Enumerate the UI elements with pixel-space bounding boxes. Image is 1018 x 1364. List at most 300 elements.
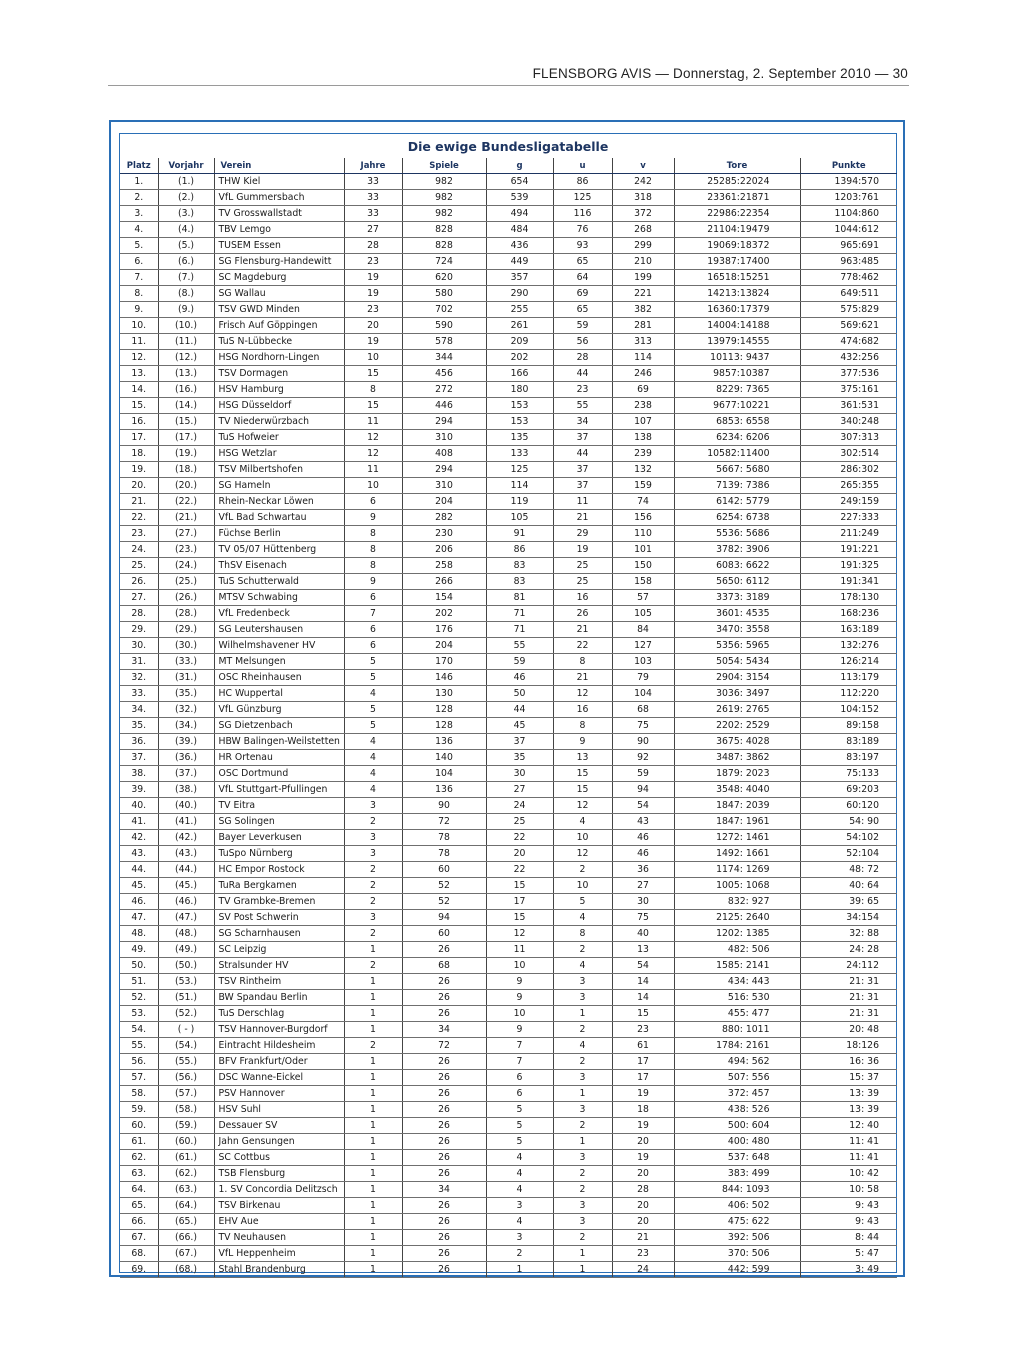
cell-platz: 32. xyxy=(120,670,158,686)
cell-spiele: 26 xyxy=(402,1086,486,1102)
cell-u: 10 xyxy=(553,878,612,894)
table-row xyxy=(120,622,897,638)
cell-spiele: 104 xyxy=(402,766,486,782)
cell-tore: 455: 477 xyxy=(674,1006,800,1022)
cell-punkte: 569:621 xyxy=(800,318,897,334)
cell-tore: 5667: 5680 xyxy=(674,462,800,478)
cell-v: 238 xyxy=(612,398,674,414)
cell-spiele: 26 xyxy=(402,1150,486,1166)
cell-verein: TBV Lemgo xyxy=(214,222,344,238)
cell-u: 15 xyxy=(553,766,612,782)
cell-spiele: 26 xyxy=(402,1006,486,1022)
cell-jahre: 2 xyxy=(344,814,402,830)
cell-v: 299 xyxy=(612,238,674,254)
cell-verein: HSV Suhl xyxy=(214,1102,344,1118)
cell-tore: 392: 506 xyxy=(674,1230,800,1246)
cell-g: 22 xyxy=(486,862,553,878)
table-row xyxy=(120,1102,897,1118)
cell-verein: SG Leutershausen xyxy=(214,622,344,638)
cell-g: 10 xyxy=(486,1006,553,1022)
cell-platz: 51. xyxy=(120,974,158,990)
table-row xyxy=(120,350,897,366)
cell-tore: 19069:18372 xyxy=(674,238,800,254)
cell-g: 83 xyxy=(486,574,553,590)
cell-v: 20 xyxy=(612,1166,674,1182)
table-row xyxy=(120,478,897,494)
cell-jahre: 7 xyxy=(344,606,402,622)
cell-v: 15 xyxy=(612,1006,674,1022)
cell-jahre: 12 xyxy=(344,430,402,446)
cell-g: 3 xyxy=(486,1230,553,1246)
cell-u: 3 xyxy=(553,1214,612,1230)
cell-u: 3 xyxy=(553,990,612,1006)
cell-vorjahr: (57.) xyxy=(158,1086,214,1102)
cell-spiele: 26 xyxy=(402,1230,486,1246)
cell-u: 2 xyxy=(553,862,612,878)
cell-tore: 14213:13824 xyxy=(674,286,800,302)
cell-platz: 40. xyxy=(120,798,158,814)
cell-jahre: 2 xyxy=(344,878,402,894)
cell-spiele: 702 xyxy=(402,302,486,318)
cell-vorjahr: (41.) xyxy=(158,814,214,830)
cell-platz: 10. xyxy=(120,318,158,334)
cell-v: 107 xyxy=(612,414,674,430)
cell-tore: 3548: 4040 xyxy=(674,782,800,798)
cell-vorjahr: (35.) xyxy=(158,686,214,702)
table-row xyxy=(120,1006,897,1022)
cell-platz: 57. xyxy=(120,1070,158,1086)
cell-platz: 5. xyxy=(120,238,158,254)
cell-punkte: 113:179 xyxy=(800,670,897,686)
cell-verein: Wilhelmshavener HV xyxy=(214,638,344,654)
cell-verein: SC Cottbus xyxy=(214,1150,344,1166)
cell-spiele: 26 xyxy=(402,1134,486,1150)
cell-verein: SC Leipzig xyxy=(214,942,344,958)
cell-v: 14 xyxy=(612,974,674,990)
cell-v: 20 xyxy=(612,1198,674,1214)
cell-u: 19 xyxy=(553,542,612,558)
cell-platz: 49. xyxy=(120,942,158,958)
cell-spiele: 72 xyxy=(402,1038,486,1054)
cell-tore: 3487: 3862 xyxy=(674,750,800,766)
table-row xyxy=(120,878,897,894)
cell-platz: 52. xyxy=(120,990,158,1006)
cell-vorjahr: (20.) xyxy=(158,478,214,494)
cell-u: 26 xyxy=(553,606,612,622)
cell-g: 153 xyxy=(486,414,553,430)
cell-spiele: 72 xyxy=(402,814,486,830)
cell-vorjahr: (43.) xyxy=(158,846,214,862)
cell-v: 18 xyxy=(612,1102,674,1118)
cell-u: 16 xyxy=(553,702,612,718)
cell-g: 5 xyxy=(486,1118,553,1134)
cell-jahre: 28 xyxy=(344,238,402,254)
cell-punkte: 104:152 xyxy=(800,702,897,718)
cell-punkte: 191:325 xyxy=(800,558,897,574)
table-title: Die ewige Bundesligatabelle xyxy=(407,139,609,154)
cell-g: 71 xyxy=(486,622,553,638)
cell-punkte: 168:236 xyxy=(800,606,897,622)
cell-spiele: 456 xyxy=(402,366,486,382)
cell-u: 65 xyxy=(553,302,612,318)
cell-punkte: 10: 42 xyxy=(800,1166,897,1182)
cell-g: 449 xyxy=(486,254,553,270)
cell-spiele: 26 xyxy=(402,974,486,990)
cell-vorjahr: (14.) xyxy=(158,398,214,414)
cell-punkte: 191:221 xyxy=(800,542,897,558)
cell-spiele: 266 xyxy=(402,574,486,590)
table-row xyxy=(120,494,897,510)
table-row xyxy=(120,942,897,958)
cell-g: 46 xyxy=(486,670,553,686)
cell-jahre: 3 xyxy=(344,798,402,814)
cell-g: 37 xyxy=(486,734,553,750)
cell-platz: 18. xyxy=(120,446,158,462)
cell-platz: 26. xyxy=(120,574,158,590)
cell-spiele: 204 xyxy=(402,494,486,510)
cell-g: 494 xyxy=(486,206,553,222)
cell-g: 24 xyxy=(486,798,553,814)
cell-g: 2 xyxy=(486,1246,553,1262)
column-header-vorjahr: Vorjahr xyxy=(158,158,214,174)
cell-jahre: 3 xyxy=(344,846,402,862)
cell-u: 1 xyxy=(553,1134,612,1150)
cell-jahre: 1 xyxy=(344,974,402,990)
cell-jahre: 9 xyxy=(344,510,402,526)
cell-platz: 63. xyxy=(120,1166,158,1182)
cell-u: 21 xyxy=(553,510,612,526)
cell-punkte: 126:214 xyxy=(800,654,897,670)
cell-vorjahr: (2.) xyxy=(158,190,214,206)
cell-tore: 1005: 1068 xyxy=(674,878,800,894)
cell-spiele: 26 xyxy=(402,942,486,958)
table-row xyxy=(120,1262,897,1278)
cell-punkte: 965:691 xyxy=(800,238,897,254)
cell-v: 36 xyxy=(612,862,674,878)
cell-jahre: 6 xyxy=(344,494,402,510)
cell-u: 11 xyxy=(553,494,612,510)
cell-tore: 1492: 1661 xyxy=(674,846,800,862)
table-row xyxy=(120,542,897,558)
cell-tore: 6142: 5779 xyxy=(674,494,800,510)
cell-punkte: 575:829 xyxy=(800,302,897,318)
cell-vorjahr: (32.) xyxy=(158,702,214,718)
cell-punkte: 249:159 xyxy=(800,494,897,510)
cell-platz: 20. xyxy=(120,478,158,494)
cell-g: 35 xyxy=(486,750,553,766)
cell-platz: 69. xyxy=(120,1262,158,1278)
table-row xyxy=(120,606,897,622)
cell-platz: 66. xyxy=(120,1214,158,1230)
cell-u: 37 xyxy=(553,462,612,478)
cell-v: 239 xyxy=(612,446,674,462)
cell-v: 28 xyxy=(612,1182,674,1198)
cell-g: 17 xyxy=(486,894,553,910)
cell-verein: SG Wallau xyxy=(214,286,344,302)
cell-g: 209 xyxy=(486,334,553,350)
cell-tore: 14004:14188 xyxy=(674,318,800,334)
cell-verein: Stralsunder HV xyxy=(214,958,344,974)
cell-verein: SV Post Schwerin xyxy=(214,910,344,926)
cell-verein: Dessauer SV xyxy=(214,1118,344,1134)
table-row xyxy=(120,526,897,542)
cell-jahre: 1 xyxy=(344,1150,402,1166)
cell-g: 119 xyxy=(486,494,553,510)
cell-spiele: 310 xyxy=(402,430,486,446)
cell-vorjahr: (17.) xyxy=(158,430,214,446)
cell-verein: VfL Bad Schwartau xyxy=(214,510,344,526)
cell-g: 4 xyxy=(486,1150,553,1166)
cell-punkte: 16: 36 xyxy=(800,1054,897,1070)
cell-g: 44 xyxy=(486,702,553,718)
cell-jahre: 33 xyxy=(344,206,402,222)
cell-vorjahr: (60.) xyxy=(158,1134,214,1150)
cell-verein: TV Grambke-Bremen xyxy=(214,894,344,910)
cell-vorjahr: (28.) xyxy=(158,606,214,622)
cell-jahre: 5 xyxy=(344,702,402,718)
cell-g: 4 xyxy=(486,1182,553,1198)
cell-platz: 13. xyxy=(120,366,158,382)
cell-punkte: 5: 47 xyxy=(800,1246,897,1262)
cell-verein: HC Wuppertal xyxy=(214,686,344,702)
cell-g: 290 xyxy=(486,286,553,302)
cell-verein: TV Niederwürzbach xyxy=(214,414,344,430)
cell-tore: 6254: 6738 xyxy=(674,510,800,526)
cell-jahre: 1 xyxy=(344,1054,402,1070)
cell-u: 8 xyxy=(553,718,612,734)
cell-spiele: 230 xyxy=(402,526,486,542)
cell-u: 8 xyxy=(553,926,612,942)
cell-platz: 11. xyxy=(120,334,158,350)
cell-punkte: 20: 48 xyxy=(800,1022,897,1038)
cell-spiele: 828 xyxy=(402,222,486,238)
cell-v: 313 xyxy=(612,334,674,350)
cell-tore: 21104:19479 xyxy=(674,222,800,238)
cell-jahre: 1 xyxy=(344,1182,402,1198)
cell-g: 105 xyxy=(486,510,553,526)
cell-verein: HSG Düsseldorf xyxy=(214,398,344,414)
cell-jahre: 1 xyxy=(344,1022,402,1038)
cell-v: 24 xyxy=(612,1262,674,1278)
cell-vorjahr: (68.) xyxy=(158,1262,214,1278)
cell-spiele: 580 xyxy=(402,286,486,302)
cell-tore: 10582:11400 xyxy=(674,446,800,462)
cell-v: 19 xyxy=(612,1150,674,1166)
cell-jahre: 3 xyxy=(344,910,402,926)
table-row xyxy=(120,222,897,238)
cell-punkte: 432:256 xyxy=(800,350,897,366)
table-row xyxy=(120,462,897,478)
table-row xyxy=(120,366,897,382)
cell-v: 105 xyxy=(612,606,674,622)
cell-g: 50 xyxy=(486,686,553,702)
cell-spiele: 78 xyxy=(402,846,486,862)
cell-u: 116 xyxy=(553,206,612,222)
table-row xyxy=(120,254,897,270)
cell-spiele: 590 xyxy=(402,318,486,334)
cell-jahre: 15 xyxy=(344,366,402,382)
cell-v: 30 xyxy=(612,894,674,910)
column-header-punkte: Punkte xyxy=(800,158,897,174)
cell-spiele: 60 xyxy=(402,926,486,942)
cell-vorjahr: (61.) xyxy=(158,1150,214,1166)
table-row xyxy=(120,1022,897,1038)
cell-spiele: 34 xyxy=(402,1022,486,1038)
cell-tore: 5536: 5686 xyxy=(674,526,800,542)
cell-spiele: 128 xyxy=(402,702,486,718)
table-row xyxy=(120,1214,897,1230)
cell-jahre: 1 xyxy=(344,990,402,1006)
cell-vorjahr: (25.) xyxy=(158,574,214,590)
cell-jahre: 10 xyxy=(344,478,402,494)
cell-vorjahr: (33.) xyxy=(158,654,214,670)
cell-tore: 23361:21871 xyxy=(674,190,800,206)
cell-spiele: 310 xyxy=(402,478,486,494)
table-row xyxy=(120,734,897,750)
cell-u: 93 xyxy=(553,238,612,254)
cell-jahre: 8 xyxy=(344,526,402,542)
cell-g: 86 xyxy=(486,542,553,558)
cell-spiele: 26 xyxy=(402,1262,486,1278)
cell-vorjahr: (50.) xyxy=(158,958,214,974)
table-row xyxy=(120,1086,897,1102)
cell-tore: 434: 443 xyxy=(674,974,800,990)
cell-spiele: 60 xyxy=(402,862,486,878)
cell-spiele: 52 xyxy=(402,894,486,910)
cell-jahre: 5 xyxy=(344,718,402,734)
standings-body xyxy=(120,174,897,1278)
cell-platz: 22. xyxy=(120,510,158,526)
cell-v: 54 xyxy=(612,958,674,974)
cell-spiele: 294 xyxy=(402,462,486,478)
cell-verein: TSV Rintheim xyxy=(214,974,344,990)
cell-v: 104 xyxy=(612,686,674,702)
cell-tore: 3036: 3497 xyxy=(674,686,800,702)
cell-tore: 844: 1093 xyxy=(674,1182,800,1198)
cell-punkte: 11: 41 xyxy=(800,1150,897,1166)
table-row xyxy=(120,430,897,446)
cell-spiele: 26 xyxy=(402,990,486,1006)
cell-punkte: 21: 31 xyxy=(800,974,897,990)
cell-spiele: 26 xyxy=(402,1070,486,1086)
cell-punkte: 265:355 xyxy=(800,478,897,494)
cell-vorjahr: (56.) xyxy=(158,1070,214,1086)
cell-jahre: 1 xyxy=(344,942,402,958)
cell-vorjahr: (51.) xyxy=(158,990,214,1006)
cell-platz: 8. xyxy=(120,286,158,302)
cell-punkte: 474:682 xyxy=(800,334,897,350)
cell-vorjahr: (49.) xyxy=(158,942,214,958)
cell-platz: 14. xyxy=(120,382,158,398)
cell-verein: BW Spandau Berlin xyxy=(214,990,344,1006)
cell-jahre: 6 xyxy=(344,590,402,606)
cell-platz: 48. xyxy=(120,926,158,942)
table-row xyxy=(120,1182,897,1198)
cell-verein: TV Grosswallstadt xyxy=(214,206,344,222)
cell-v: 21 xyxy=(612,1230,674,1246)
cell-vorjahr: (21.) xyxy=(158,510,214,526)
table-row xyxy=(120,590,897,606)
cell-jahre: 20 xyxy=(344,318,402,334)
cell-verein: TSV GWD Minden xyxy=(214,302,344,318)
table-row xyxy=(120,1134,897,1150)
cell-verein: SG Dietzenbach xyxy=(214,718,344,734)
cell-v: 46 xyxy=(612,830,674,846)
cell-g: 20 xyxy=(486,846,553,862)
cell-punkte: 302:514 xyxy=(800,446,897,462)
cell-u: 25 xyxy=(553,574,612,590)
cell-spiele: 982 xyxy=(402,206,486,222)
cell-v: 150 xyxy=(612,558,674,574)
cell-u: 34 xyxy=(553,414,612,430)
cell-tore: 1847: 1961 xyxy=(674,814,800,830)
cell-tore: 832: 927 xyxy=(674,894,800,910)
cell-verein: OSC Rheinhausen xyxy=(214,670,344,686)
cell-spiele: 34 xyxy=(402,1182,486,1198)
cell-u: 5 xyxy=(553,894,612,910)
cell-platz: 6. xyxy=(120,254,158,270)
cell-u: 4 xyxy=(553,1038,612,1054)
cell-platz: 39. xyxy=(120,782,158,798)
cell-jahre: 19 xyxy=(344,286,402,302)
cell-vorjahr: (5.) xyxy=(158,238,214,254)
cell-spiele: 446 xyxy=(402,398,486,414)
cell-tore: 2125: 2640 xyxy=(674,910,800,926)
cell-tore: 19387:17400 xyxy=(674,254,800,270)
cell-u: 86 xyxy=(553,174,612,190)
cell-jahre: 2 xyxy=(344,1038,402,1054)
cell-vorjahr: (39.) xyxy=(158,734,214,750)
cell-platz: 65. xyxy=(120,1198,158,1214)
table-row xyxy=(120,414,897,430)
cell-v: 90 xyxy=(612,734,674,750)
cell-g: 6 xyxy=(486,1086,553,1102)
cell-verein: TuS Hofweier xyxy=(214,430,344,446)
table-row xyxy=(120,446,897,462)
cell-tore: 1784: 2161 xyxy=(674,1038,800,1054)
cell-v: 40 xyxy=(612,926,674,942)
cell-tore: 507: 556 xyxy=(674,1070,800,1086)
cell-verein: 1. SV Concordia Delitzsch xyxy=(214,1182,344,1198)
cell-g: 202 xyxy=(486,350,553,366)
cell-vorjahr: (44.) xyxy=(158,862,214,878)
cell-platz: 36. xyxy=(120,734,158,750)
cell-verein: TuS Schutterwald xyxy=(214,574,344,590)
cell-u: 56 xyxy=(553,334,612,350)
cell-punkte: 778:462 xyxy=(800,270,897,286)
cell-punkte: 178:130 xyxy=(800,590,897,606)
column-header-g: g xyxy=(486,158,553,174)
cell-platz: 43. xyxy=(120,846,158,862)
cell-g: 30 xyxy=(486,766,553,782)
cell-v: 84 xyxy=(612,622,674,638)
cell-vorjahr: (58.) xyxy=(158,1102,214,1118)
cell-platz: 55. xyxy=(120,1038,158,1054)
cell-tore: 13979:14555 xyxy=(674,334,800,350)
cell-v: 268 xyxy=(612,222,674,238)
cell-v: 156 xyxy=(612,510,674,526)
cell-vorjahr: (22.) xyxy=(158,494,214,510)
cell-spiele: 90 xyxy=(402,798,486,814)
cell-platz: 27. xyxy=(120,590,158,606)
cell-punkte: 1104:860 xyxy=(800,206,897,222)
cell-u: 28 xyxy=(553,350,612,366)
cell-v: 372 xyxy=(612,206,674,222)
cell-spiele: 204 xyxy=(402,638,486,654)
cell-u: 64 xyxy=(553,270,612,286)
cell-vorjahr: (31.) xyxy=(158,670,214,686)
cell-g: 22 xyxy=(486,830,553,846)
